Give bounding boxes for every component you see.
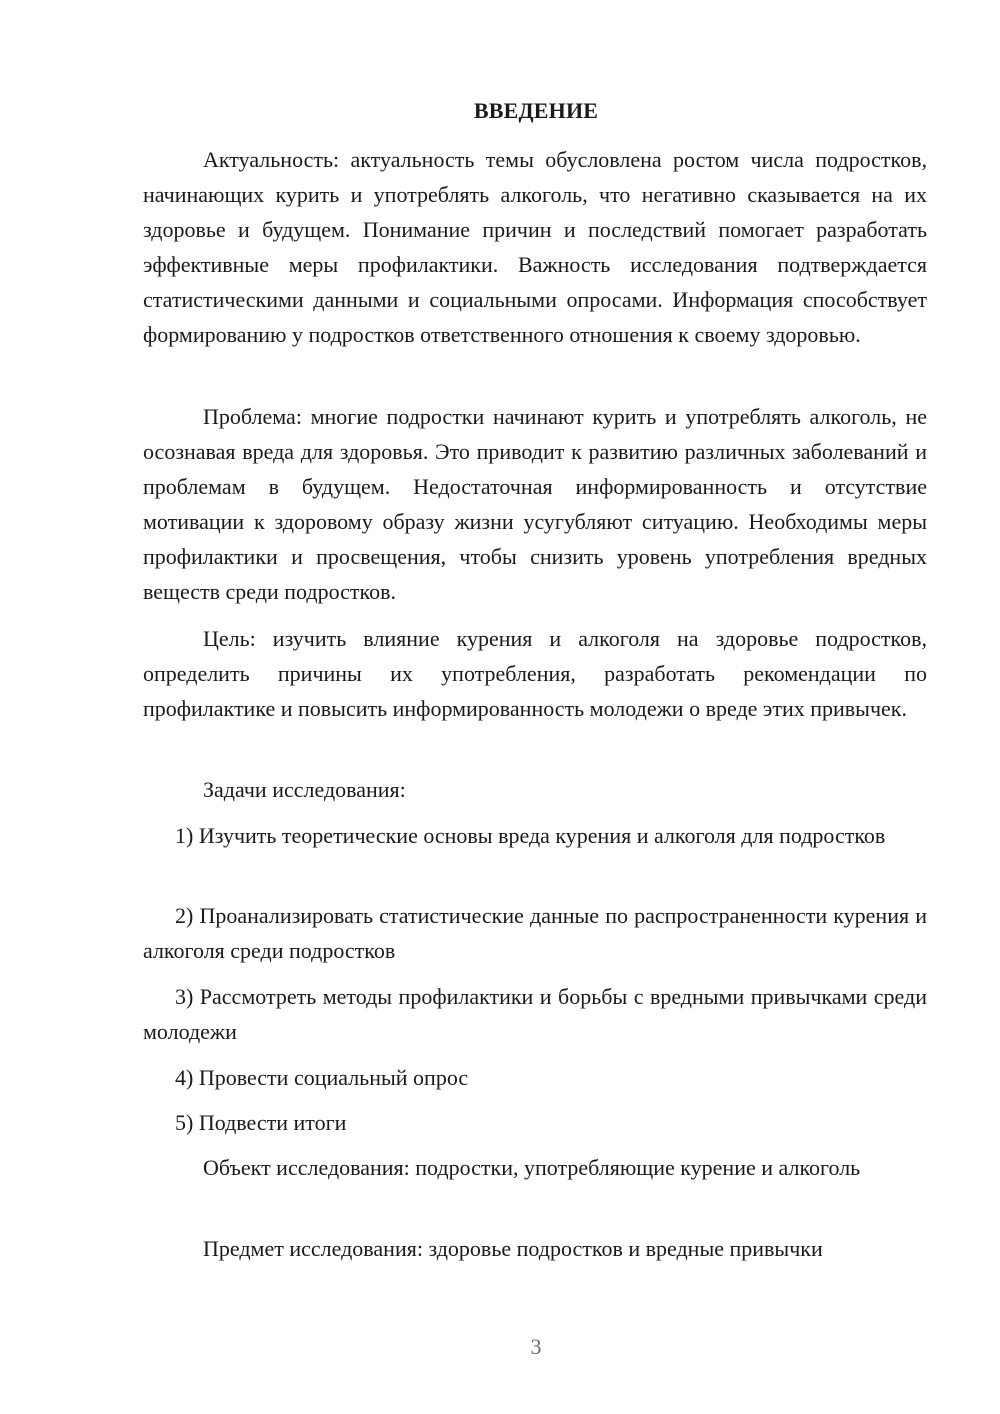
problem-paragraph: Проблема: многие подростки начинают курить и употреблять алкоголь, не осознавая вреда для здоровья. Это приводит к развитию различных заболеваний и проблемам в будущем. Недостаточная информированность и отсутствие мотивации к здоровому образу жизни усугубляют ситуацию. Необходимы меры профилактики и просвещения, чтобы снизить уровень употребления вредных веществ среди подростков. (143, 404, 927, 604)
subject-paragraph: Предмет исследования: здоровье подростков и вредные привычки (203, 1236, 823, 1261)
task-item-1: 1) Изучить теоретические основы вреда курения и алкоголя для подростков (175, 823, 886, 848)
goal-paragraph: Цель: изучить влияние курения и алкоголя на здоровье подростков, определить причины их употребления, разработать рекомендации по профилактике и повысить информированность молодежи о вреде этих привычек. (143, 626, 927, 721)
task-item-3: 3) Рассмотреть методы профилактики и борьбы с вредными привычками среди молодежи (143, 984, 927, 1044)
task-item-2: 2) Проанализировать статистические данные по распространенности курения и алкоголя среди подростков (143, 903, 927, 963)
relevance-paragraph: Актуальность: актуальность темы обусловлена ростом числа подростков, начинающих курить и употреблять алкоголь, что негативно сказывается на их здоровье и будущем. Понимание причин и последствий помогает разработать эффективные меры профилактики. Важность исследования подтверждается статистическими данными и социальными опросами. Информация способствует формированию у подростков ответственного отношения к своему здоровью. (143, 147, 927, 347)
task-item-5: 5) Подвести итоги (175, 1110, 347, 1135)
page-number: 3 (530, 1334, 542, 1359)
section-heading: ВВЕДЕНИЕ (473, 98, 599, 123)
object-paragraph: Объект исследования: подростки, употребляющие курение и алкоголь (203, 1155, 861, 1180)
task-item-4: 4) Провести социальный опрос (175, 1065, 469, 1090)
tasks-title: Задачи исследования: (203, 777, 406, 802)
